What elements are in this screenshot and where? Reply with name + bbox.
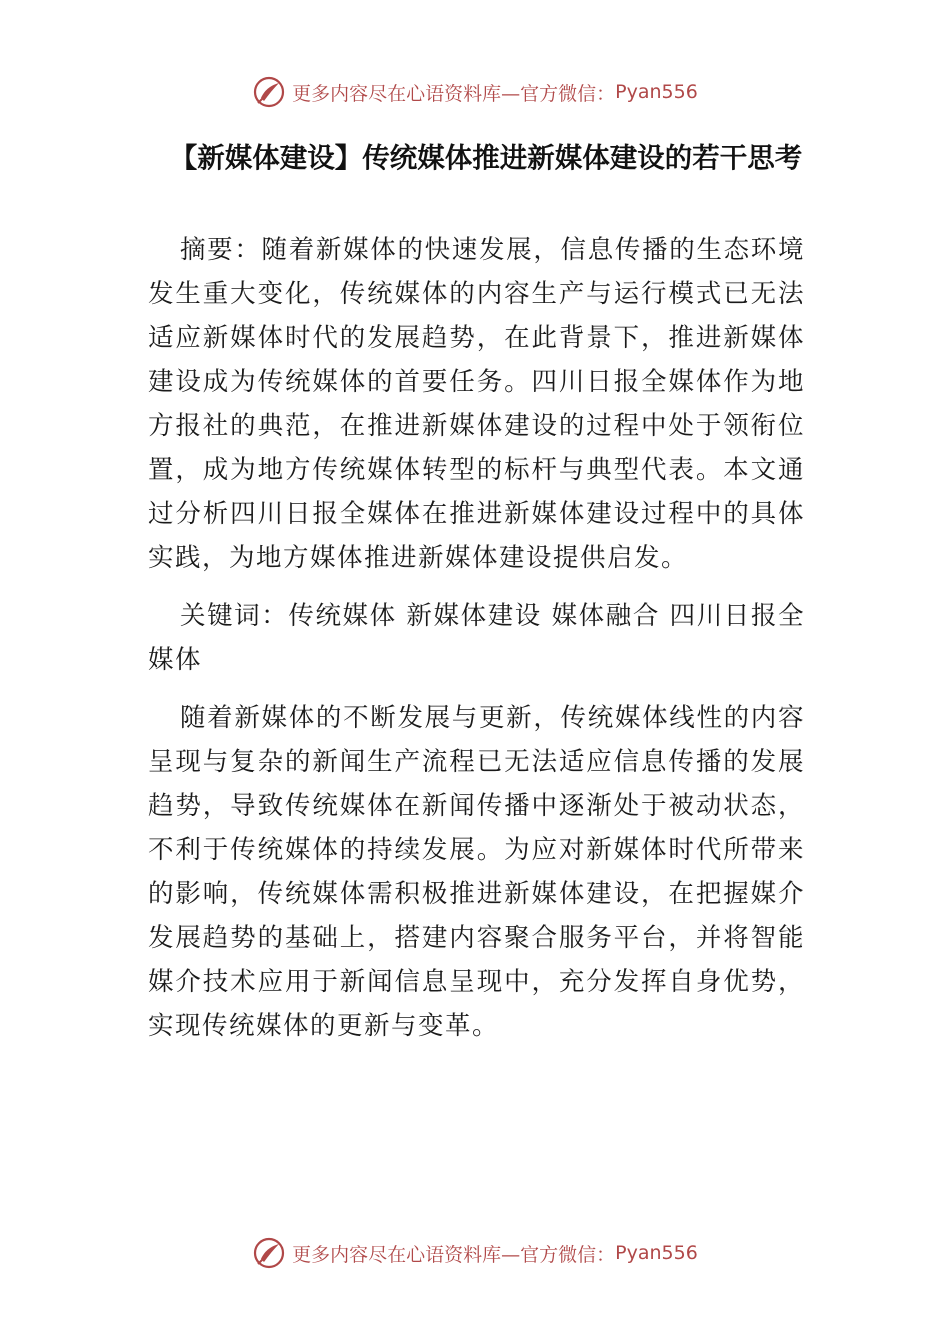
keywords-paragraph: 关键词：传统媒体 新媒体建设 媒体融合 四川日报全媒体 (148, 601, 805, 675)
header-watermark (0, 72, 950, 112)
logo-icon (252, 1236, 286, 1270)
watermark-text: 更多内容尽在心语资料库—官方微信： (292, 1243, 616, 1266)
footer-watermark (0, 1233, 950, 1273)
watermark-text: 更多内容尽在心语资料库—官方微信： (292, 82, 616, 105)
document-title: 【新媒体建设】传统媒体推进新媒体建设的若干思考 (169, 142, 803, 174)
watermark-wechat-id: Pyan556 (615, 1242, 698, 1264)
watermark-wechat-id: Pyan556 (615, 81, 698, 103)
document-body (148, 228, 805, 1048)
abstract-paragraph: 摘要：随着新媒体的快速发展，信息传播的生态环境发生重大变化，传统媒体的内容生产与运行模式已无法适应新媒体时代的发展趋势，在此背景下，推进新媒体建设成为传统媒体的首要任务。四川日报全媒体作为地方报社的典范，在推进新媒体建设的过程中处于领衔位置，成为地方传统媒体转型的标杆与典型代表。本文通过分析四川日报全媒体在推进新媒体建设过程中的具体实践，为地方媒体推进新媒体建设提供启发。 (148, 235, 805, 573)
logo-icon (252, 75, 286, 109)
body-paragraph: 随着新媒体的不断发展与更新，传统媒体线性的内容呈现与复杂的新闻生产流程已无法适应信息传播的发展趋势，导致传统媒体在新闻传播中逐渐处于被动状态，不利于传统媒体的持续发展。为应对新媒体时代所带来的影响，传统媒体需积极推进新媒体建设，在把握媒介发展趋势的基础上，搭建内容聚合服务平台，并将智能媒介技术应用于新闻信息呈现中，充分发挥自身优势，实现传统媒体的更新与变革。 (148, 703, 805, 1041)
